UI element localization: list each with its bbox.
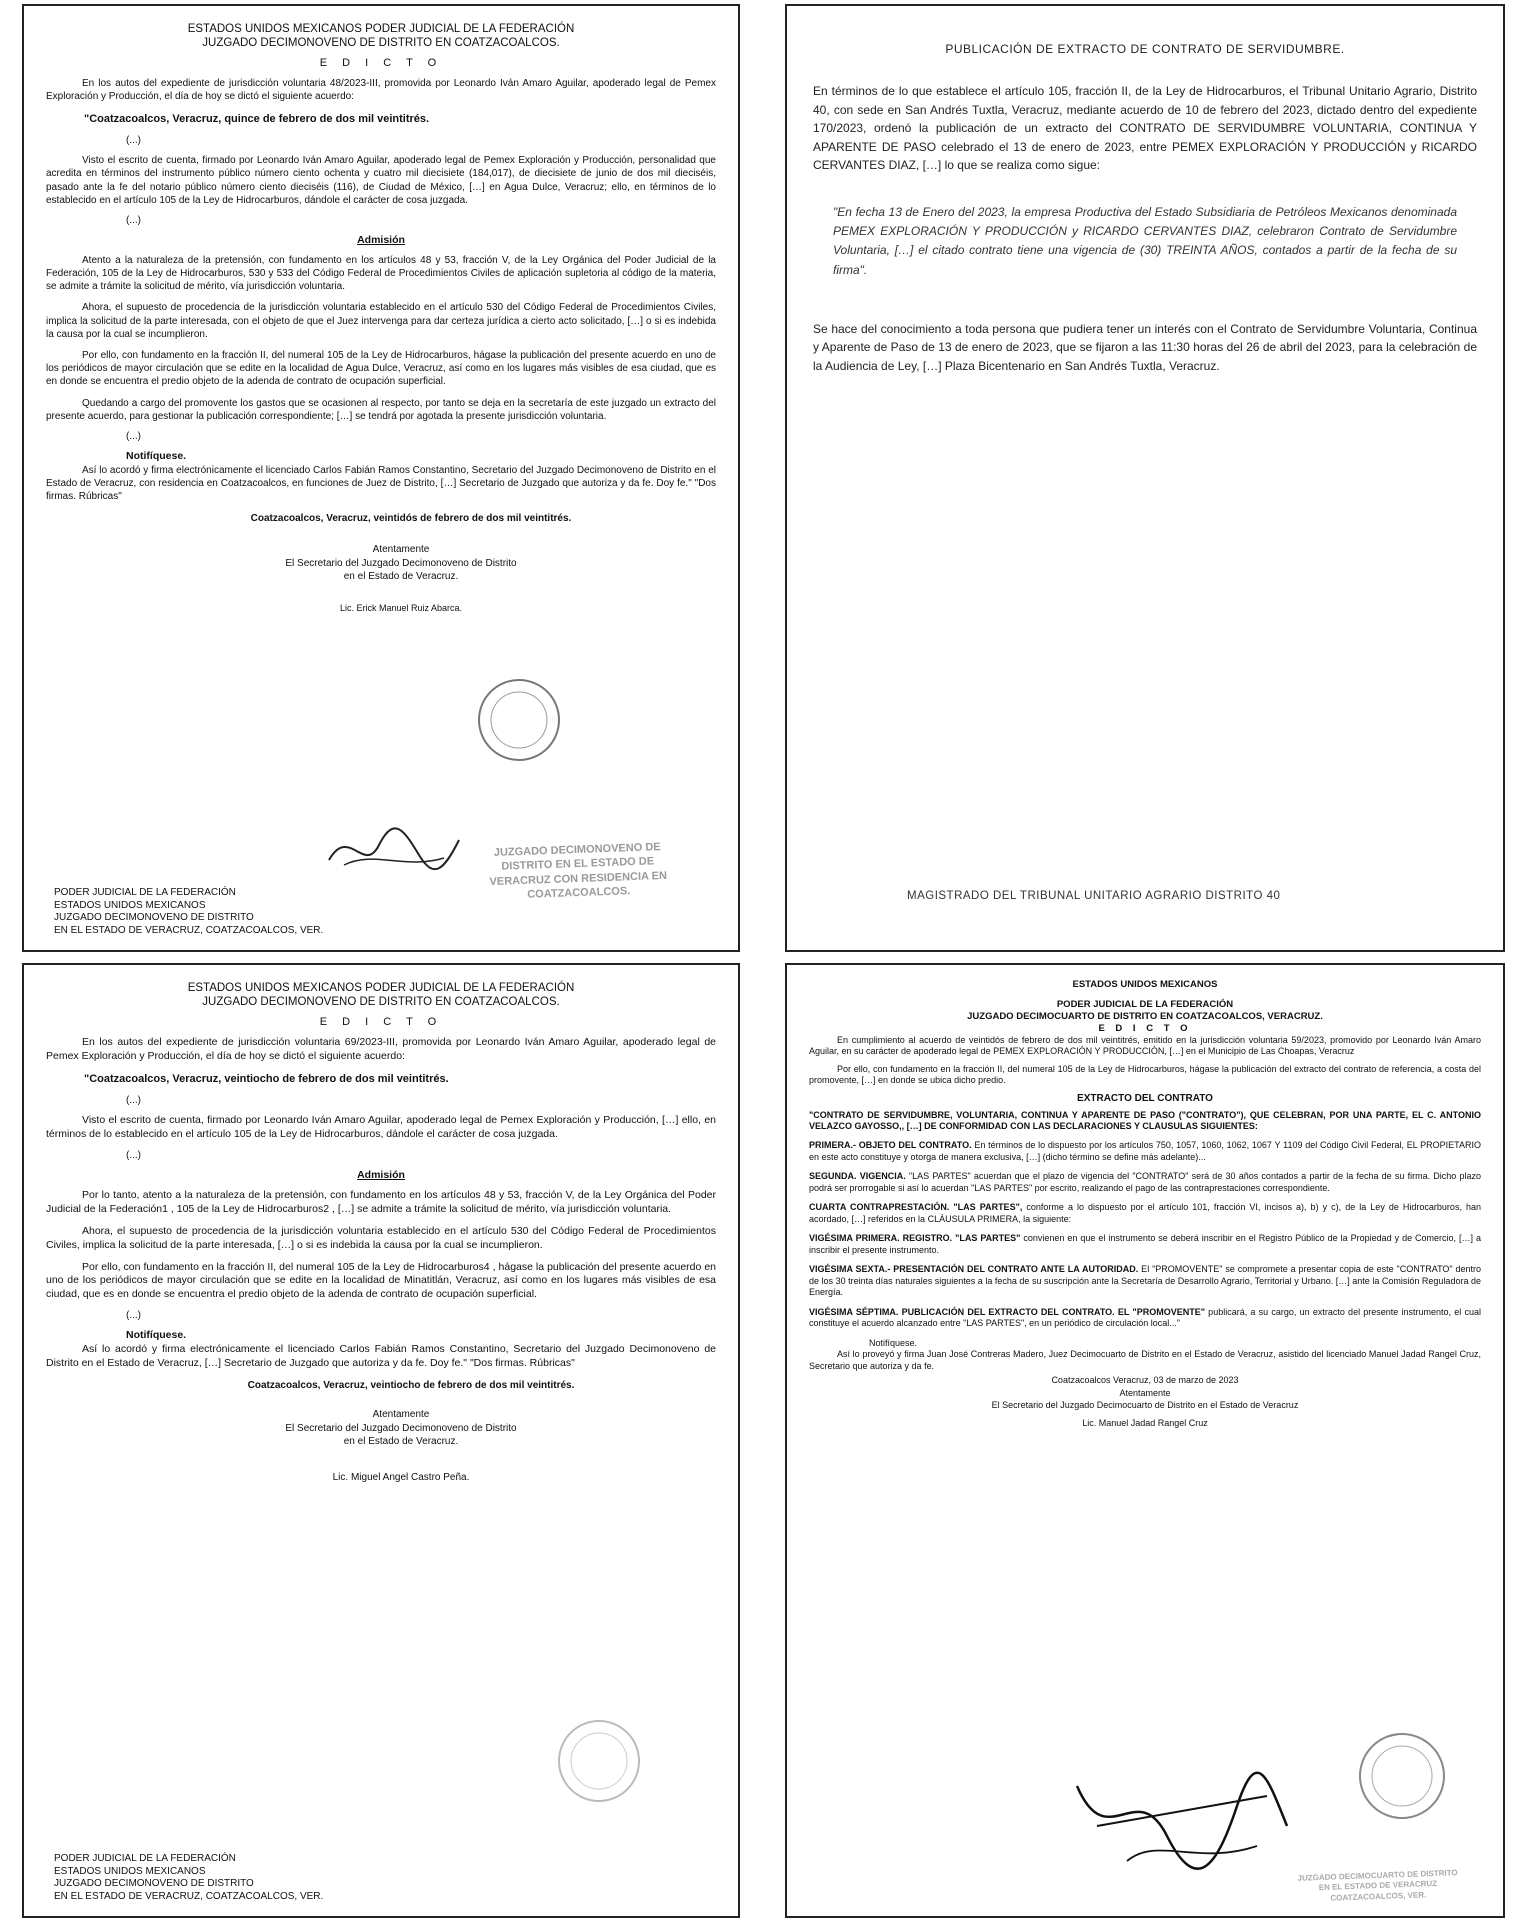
clause-title: PRIMERA.- OBJETO DEL CONTRATO. — [809, 1140, 972, 1151]
ellipsis: (...) — [126, 1095, 141, 1107]
footer-line: PODER JUDICIAL DE LA FEDERACIÓN — [54, 1852, 236, 1864]
clause-vigesima-sexta — [809, 1264, 1481, 1299]
header-line-1: ESTADOS UNIDOS MEXICANOS PODER JUDICIAL DE LA FEDERACIÓN — [187, 982, 575, 994]
secretario-line-2: en el Estado de Veracruz. — [343, 571, 459, 582]
body-paragraph-5: Quedando a cargo del promovente los gastos que se ocasionen al respecto, por tanto se deja en la secretaría de este juzgado un extracto del presente acuerdo, para gestionar la publicación correspondiente; […] se tendrá por agotada la presente jurisdicción voluntaria. — [46, 397, 716, 422]
clause-body: publicará, a su cargo, un extracto del presente instrumento, el cual constituye el acuerdo alcanzado entre "LAS PARTES", en un periódico de circulación local..." — [809, 1306, 1481, 1329]
secretario-name: Lic. Erick Manuel Ruiz Abarca. — [339, 602, 463, 613]
body-paragraph-3: Ahora, el supuesto de procedencia de la jurisdicción voluntaria establecido en el artículo 530 del Código Federal de Procedimientos Civiles, implica la solicitud de la parte interesada, […] o si es indebida la causa por la cual se incumplieron. — [46, 1224, 716, 1251]
header-line-1: ESTADOS UNIDOS MEXICANOS — [1072, 979, 1218, 990]
circular-seal — [464, 675, 574, 765]
edicto-48-2023-panel — [22, 4, 740, 952]
circular-seal — [1347, 1726, 1457, 1826]
body-paragraph-2: Por lo tanto, atento a la naturaleza de la pretensión, con fundamento en los artículos 48 y 53, fracción V, de la Ley Orgánica del Poder Judicial de la Federación1 , 105 de la Ley de Hidrocarburos2 , […] se admite a trámite la solicitud de mérito, vía jurisdicción voluntaria. — [46, 1189, 716, 1216]
header-line-3: JUZGADO DECIMOCUARTO DE DISTRITO EN COATZACOALCOS, VERACRUZ. — [967, 1010, 1323, 1022]
body-paragraph-1: Por ello, con fundamento en la fracción II, del numeral 105 de la Ley de Hidrocarburos, hágase la publicación del extracto del contrato de referencia, a costa del promovente, […] en donde se ubica dicho predio. — [809, 1063, 1481, 1086]
court-stamp-text: JUZGADO DECIMOCUARTO DE DISTRITO EN EL ESTADO DE VERACRUZ COATZACOALCOS, VER. — [1297, 1868, 1458, 1903]
clause-title: SEGUNDA. VIGENCIA. — [809, 1171, 906, 1182]
extracto-servidumbre-panel — [785, 4, 1505, 952]
admision-heading: Admisión — [357, 233, 405, 246]
intro-paragraph: En cumplimiento al acuerdo de veintidós de febrero de dos mil veintitrés, emitido en la jurisdicción voluntaria 59/2023, promovido por Leonardo Iván Amaro Aguilar, en su carácter de apoderado legal de PEMEX EXPLORACIÓN Y PRODUCCIÓN, […] en el Municipio de Las Choapas, Veracruz — [809, 1034, 1481, 1057]
edicto-title: E D I C T O — [319, 1015, 443, 1028]
body-paragraph-2: Atento a la naturaleza de la pretensión, con fundamento en los artículos 48 y 53, fracción V, de la Ley Orgánica del Poder Judicial de la Federación, 105 de la Ley de Hidrocarburos, 530 y 533 del Código Federal de Procedimientos Civiles de aplicación supletoria al código de la materia, se admite a trámite la solicitud de mérito, vía jurisdicción voluntaria. — [46, 254, 716, 293]
clause-title: VIGÉSIMA PRIMERA. REGISTRO. "LAS PARTES" — [809, 1233, 1021, 1244]
clause-body: En términos de lo dispuesto por los artículos 750, 1057, 1060, 1062, 1067 Y 1109 del Código Civil Federal, EL PROPIETARIO en este acto constituye y otorga de manera exclusiva, […] (dicho término se define más adelante)... — [809, 1140, 1481, 1162]
footer-line: EN EL ESTADO DE VERACRUZ, COATZACOALCOS, VER. — [54, 1891, 324, 1903]
footer-line: JUZGADO DECIMONOVENO DE DISTRITO — [54, 912, 254, 924]
ellipsis: (...) — [126, 1150, 141, 1162]
atentamente: Atentamente — [372, 544, 430, 555]
footer-block — [54, 887, 323, 938]
contract-caps-paragraph: "CONTRATO DE SERVIDUMBRE, VOLUNTARIA, CONTINUA Y APARENTE DE PASO ("CONTRATO"), QUE CELEBRAN, POR UNA PARTE, EL C. ANTONIO VELAZCO GAYOSSO,, […] DE CONFORMIDAD CON LAS DECLARACIONES Y CLAUSULAS SIGUIENTES: — [809, 1109, 1481, 1131]
body-paragraph-4: Por ello, con fundamento en la fracción II, del numeral 105 de la Ley de Hidrocarburos4 , hágase la publicación del presente acuerdo en uno de los periódicos de mayor circulación que se edite en la localidad de Minatitlán, Veracruz, así como en los lugares más visibles de esa ciudad, que es en donde se encuentra el predio objeto de la adenda de contrato de ocupación superficial. — [46, 1260, 716, 1301]
ellipsis: (...) — [126, 135, 141, 147]
notifiquese-label: Notifíquese. — [126, 1329, 187, 1342]
closing-date: Coatzacoalcos, Veracruz, veintiocho de febrero de dos mil veintitrés. — [247, 1379, 575, 1391]
clause-body: El "PROMOVENTE" se compromete a presentar copia de este "CONTRATO" dentro de los 30 treinta días naturales siguientes a la fecha de su suscripción ante la Secretaría de Desarrollo Agrario, Territorial y Urbano. […] ante la Comisión Reguladora de Energía. — [809, 1264, 1481, 1298]
publication-paragraph-2: Se hace del conocimiento a toda persona que pudiera tener un interés con el Contrato de Servidumbre Voluntaria, Continua y Aparente de Paso de 13 de enero de 2023, que se fijaron a las 11:30 horas del 26 de abril del 2023, para la celebración de la Audiencia de Ley, […] Plaza Bicentenario en San Andrés Tuxtla, Veracruz. — [813, 321, 1477, 373]
notifiquese-label: Notifíquese. — [126, 449, 187, 462]
secretario-line-1: El Secretario del Juzgado Decimonoveno de Distrito — [285, 1422, 517, 1434]
body-paragraph-1: Visto el escrito de cuenta, firmado por Leonardo Iván Amaro Aguilar, apoderado legal de Pemex Exploración y Producción, personalidad que acredita en términos del instrumento público número ciento ochenta y cuatro mil diecisiete (184,017), de diecisiete de junio de dos mil dieciséis, pasado ante la fe del notario público número ciento dieciséis (116), de Ciudad de México, […] en Agua Dulce, Veracruz; ello, en términos de lo establecido en el artículo 105 de la Ley de Hidrocarburos, dándole el carácter de cosa juzgada. — [46, 155, 716, 206]
publication-title: PUBLICACIÓN DE EXTRACTO DE CONTRATO DE SERVIDUMBRE. — [945, 42, 1345, 56]
clause-vigesima-primera — [809, 1233, 1481, 1256]
admision-heading: Admisión — [357, 1169, 405, 1182]
footer-line: PODER JUDICIAL DE LA FEDERACIÓN — [54, 886, 236, 898]
ellipsis: (...) — [126, 1310, 141, 1322]
body-paragraph-1: Visto el escrito de cuenta, firmado por Leonardo Iván Amaro Aguilar, apoderado legal de Pemex Exploración y Producción, […] ello, en términos de lo establecido en el artículo 105 de la Ley de Hidrocarburos, dándole el carácter de cosa juzgada. — [46, 1114, 716, 1141]
intro-paragraph: En los autos del expediente de jurisdicción voluntaria 48/2023-III, promovida por Leonardo Iván Amaro Aguilar, apoderado legal de Pemex Exploración y Producción, el día de hoy se dictó el siguiente acuerdo: — [46, 77, 716, 102]
clause-body: convienen en que el instrumento se deberá inscribir en el Registro Público de la Propiedad y de Comercio, […] a inscribir el presente instrumento. — [809, 1233, 1481, 1255]
body-paragraph-3: Ahora, el supuesto de procedencia de la jurisdicción voluntaria establecido en el artículo 530 del Código Federal de Procedimientos Civiles, implica la solicitud de la parte interesada, con el objeto de que el Juez intervenga para dar certeza jurídica a cierto acto solicitado, […] o si es indebida la causa por la cual se incumplieron. — [46, 302, 716, 340]
edicto-title: E D I C T O — [319, 56, 443, 69]
header-line-2: JUZGADO DECIMONOVENO DE DISTRITO EN COATZACOALCOS. — [202, 996, 560, 1009]
clause-cuarta — [809, 1202, 1481, 1225]
closing-date: Coatzacoalcos, Veracruz, veintidós de febrero de dos mil veintitrés. — [250, 512, 572, 524]
body-paragraph-5: Así lo acordó y firma electrónicamente el licenciado Carlos Fabián Ramos Constantino, Secretario del Juzgado Decimonoveno de Distrito en el Estado de Veracruz, […] Secretario de Juzgado que autoriza y da fe. Doy fe." "Dos firmas. Rúbricas" — [46, 1343, 716, 1370]
quoted-date: "Coatzacoalcos, Veracruz, quince de febrero de dos mil veintitrés. — [84, 113, 430, 126]
header-line-2: PODER JUDICIAL DE LA FEDERACIÓN — [1056, 998, 1234, 1010]
clause-body: conforme a lo dispuesto por el artículo 101, fracción VI, incisos a), b) y c), de la Ley de Hidrocarburos, han acordado, […] referidos en la CLÁUSULA PRIMERA, la siguiente: — [809, 1202, 1481, 1224]
intro-paragraph: En los autos del expediente de jurisdicción voluntaria 69/2023-III, promovida por Leonardo Iván Amaro Aguilar, apoderado legal de Pemex Exploración y Producción, el día de hoy se dictó el siguiente acuerdo: — [46, 1035, 716, 1062]
body-paragraph-4: Por ello, con fundamento en la fracción II, del numeral 105 de la Ley de Hidrocarburos, hágase la publicación del presente acuerdo en uno de los periódicos de mayor circulación que se edite en la localidad de Agua Dulce, Veracruz, así como en los lugares más visibles de esa ciudad, que es en donde se encuentra el predio objeto de la adenda de contrato de ocupación superficial. — [46, 350, 716, 388]
clause-body: "LAS PARTES" acuerdan que el plazo de vigencia del "CONTRATO" será de 30 años contados a partir de la fecha de su firma. Dicho plazo podrá ser prorrogable si así lo acuerdan "LAS PARTES" por escrito, realizando el pago de las contraprestaciones correspondiente. — [809, 1171, 1481, 1193]
clause-segunda — [809, 1171, 1481, 1194]
magistrado-signature-line: MAGISTRADO DEL TRIBUNAL UNITARIO AGRARIO DISTRITO 40 — [907, 890, 1281, 902]
clause-title: VIGÉSIMA SEXTA.- PRESENTACIÓN DEL CONTRATO ANTE LA AUTORIDAD. — [809, 1264, 1139, 1275]
contract-quote: "En fecha 13 de Enero del 2023, la empresa Productiva del Estado Subsidiaria de Petróleos Mexicanos denominada PEMEX EXPLORACIÓN Y PRODUCCIÓN y RICARDO CERVANTES DIAZ, celebraron Contrato de Servidumbre Voluntaria, […] el citado contrato tiene una vigencia de (30) TREINTA AÑOS, contados a partir de la fecha de su firma". — [833, 204, 1457, 277]
quoted-date: "Coatzacoalcos, Veracruz, veintiocho de febrero de dos mil veintitrés. — [84, 1073, 449, 1086]
footer-line: ESTADOS UNIDOS MEXICANOS — [54, 1865, 206, 1877]
atentamente: Atentamente — [372, 1409, 430, 1421]
edicto-title: E D I C T O — [1098, 1022, 1192, 1034]
clause-title: VIGÉSIMA SÉPTIMA. PUBLICACIÓN DEL EXTRACTO DEL CONTRATO. EL "PROMOVENTE" — [809, 1306, 1205, 1317]
clause-primera — [809, 1140, 1481, 1163]
secretario-line: El Secretario del Juzgado Decimocuarto de Distrito en el Estado de Veracruz — [991, 1399, 1299, 1410]
secretario-name: Lic. Miguel Angel Castro Peña. — [332, 1471, 470, 1483]
footer-line: ESTADOS UNIDOS MEXICANOS — [54, 899, 206, 911]
footer-block — [54, 1853, 323, 1904]
extracto-heading: EXTRACTO DEL CONTRATO — [1077, 1092, 1213, 1104]
clause-vigesima-septima — [809, 1307, 1481, 1330]
closing-date: Coatzacoalcos Veracruz, 03 de marzo de 2023 — [1051, 1375, 1239, 1386]
clause-title: CUARTA CONTRAPRESTACIÓN. "LAS PARTES", — [809, 1202, 1023, 1213]
court-stamp-text: JUZGADO DECIMONOVENO DE DISTRITO EN EL ESTADO DE VERACRUZ CON RESIDENCIA EN COATZACOALCOS. — [489, 840, 668, 901]
footer-line: JUZGADO DECIMONOVENO DE DISTRITO — [54, 1878, 254, 1890]
header-line-1: ESTADOS UNIDOS MEXICANOS PODER JUDICIAL DE LA FEDERACIÓN — [187, 23, 575, 35]
body-paragraph-6: Así lo acordó y firma electrónicamente el licenciado Carlos Fabián Ramos Constantino, Secretario del Juzgado Decimonoveno de Distrito en el Estado de Veracruz, con residencia en Coatzacoalcos, en funciones de Juez de Distrito, […] Secretario de Juzgado que autoriza y da fe. Doy fe." "Dos firmas. Rúbricas" — [46, 464, 716, 503]
atentamente: Atentamente — [1119, 1387, 1171, 1398]
signature-scribble — [324, 820, 464, 880]
circular-seal — [544, 1716, 654, 1806]
ellipsis: (...) — [126, 430, 141, 442]
publication-paragraph-1: En términos de lo que establece el artículo 105, fracción II, de la Ley de Hidrocarburos, el Tribunal Unitario Agrario, Distrito 40, con sede en San Andrés Tuxtla, Veracruz, mediante acuerdo de 10 de febrero del 2023, dictado dentro del expediente 170/2023, ordenó la publicación de un extracto del CONTRATO DE SERVIDUMBRE VOLUNTARIA, CONTINUA Y APARENTE DE PASO celebrado el 13 de enero de 2023, entre PEMEX EXPLORACIÓN Y PRODUCCIÓN y RICARDO CERVANTES DIAZ, […] lo que se realiza como sigue: — [813, 84, 1477, 173]
edicto-69-2023-panel — [22, 963, 740, 1918]
closing-paragraph: Así lo proveyó y firma Juan José Contreras Madero, Juez Decimocuarto de Distrito en el Estado de Veracruz, asistido del licenciado Manuel Jadad Rangel Cruz, Secretario que autoriza y da fe. — [809, 1349, 1481, 1371]
notifiquese-label: Notifíquese. — [869, 1337, 918, 1348]
ellipsis: (...) — [126, 214, 141, 226]
edicto-59-2023-panel — [785, 963, 1505, 1918]
header-line-2: JUZGADO DECIMONOVENO DE DISTRITO EN COATZACOALCOS. — [202, 37, 560, 50]
footer-line: EN EL ESTADO DE VERACRUZ, COATZACOALCOS, VER. — [54, 925, 324, 937]
secretario-name: Lic. Manuel Jadad Rangel Cruz — [1082, 1417, 1208, 1428]
secretario-line-1: El Secretario del Juzgado Decimonoveno de Distrito — [285, 557, 517, 569]
secretario-line-2: en el Estado de Veracruz. — [343, 1436, 459, 1448]
signature-scribble — [1067, 1766, 1297, 1876]
